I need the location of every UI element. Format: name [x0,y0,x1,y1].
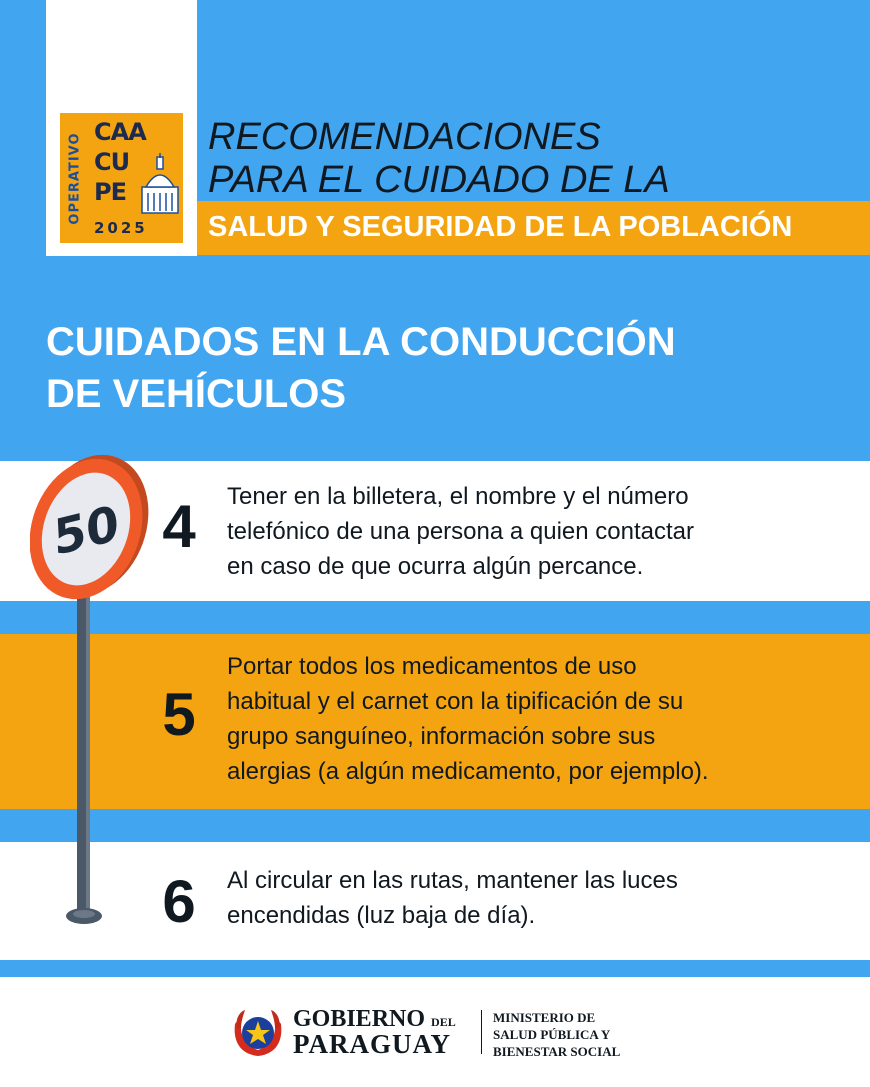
gov-name-line1: GOBIERNO DEL [293,1006,456,1032]
section-title-line2: DE VEHÍCULOS [46,372,347,416]
ministry-name: MINISTERIO DE SALUD PÚBLICA Y BIENESTAR SOCIAL [493,1010,621,1059]
basilica-icon [140,153,180,215]
header-title-line1: RECOMENDACIONES [208,116,601,158]
footer-divider [481,1010,482,1054]
caacupe-logo [60,113,183,243]
header-title-line2: PARA EL CUIDADO DE LA [208,159,670,201]
government-emblem-icon [229,1006,287,1060]
item-number-4: 4 [162,493,196,560]
item-text-6: Al circular en las rutas, mantener las luces encendidas (luz baja de día). [227,867,678,929]
section-title-line1: CUIDADOS EN LA CONDUCCIÓN [46,320,676,364]
item-number-5: 5 [162,681,196,748]
gov-name-del: DEL [431,1015,456,1029]
logo-year: 2025 [94,219,148,237]
gov-name-line2: PARAGUAY [293,1029,452,1059]
logo-word-line3: PE [94,178,126,206]
logo-word-line1: CAA [94,118,146,146]
item-text-5: Portar todos los medicamentos de uso habitual y el carnet con la tipificación de su grupo sanguíneo, información sobre sus alergias (a algún medicamento, por ejemplo). [227,653,709,785]
logo-word-line2: CU [94,148,130,176]
speed-limit-sign-icon [30,455,155,935]
item-number-6: 6 [162,868,196,935]
speed-limit-value: 50 [47,495,126,567]
header-subtitle: SALUD Y SEGURIDAD DE LA POBLACIÓN [208,211,793,243]
section-title [46,316,676,420]
item-text-4: Tener en la billetera, el nombre y el número telefónico de una persona a quien contactar en caso de que ocurra algún percance. [227,483,695,580]
logo-operativo-label: OPERATIVO [67,131,83,225]
